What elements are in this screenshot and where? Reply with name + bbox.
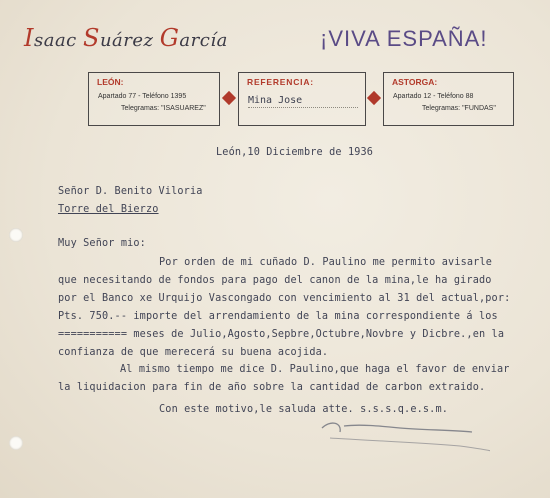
- leon-telegram-line: Telegramas: "ISASUAREZ": [121, 105, 206, 112]
- reference-box: [238, 72, 366, 126]
- salutation: Muy Señor mio:: [58, 238, 146, 249]
- body-line: Pts. 750.-- importe del arrendamiento de la mina correspondiente á los: [58, 311, 498, 322]
- astorga-city-label: ASTORGA:: [392, 77, 438, 87]
- recipient-place: Torre del Bierzo: [58, 204, 159, 215]
- name-initial: I: [24, 24, 34, 52]
- name-initial: G: [159, 24, 180, 52]
- red-diamond-ornament: [367, 91, 381, 105]
- name-part: saac: [33, 30, 83, 51]
- leon-city-label: LEÓN:: [97, 77, 124, 87]
- closing-line: Con este motivo,le saluda atte. s.s.s.q.e.s.m.: [159, 404, 449, 415]
- name-part: arcía: [179, 30, 228, 51]
- name-part: uárez: [99, 30, 160, 51]
- reference-label: REFERENCIA:: [247, 77, 314, 87]
- body-line: confianza de que merecerá su buena acojida.: [58, 347, 329, 358]
- red-diamond-ornament: [222, 91, 236, 105]
- body-line: la liquidacion para fin de año sobre la cantidad de carbon extraido.: [58, 382, 486, 393]
- handwritten-signature: [300, 410, 490, 460]
- slogan: ¡VIVA ESPAÑA!: [320, 26, 488, 51]
- body-line: =========== meses de Julio,Agosto,Sepbre,Octubre,Novbre y Dicbre.,en la: [58, 329, 505, 340]
- reference-value: Mina Jose: [248, 95, 358, 108]
- body-line: que necesitando de fondos para pago del canon de la mina,le ha girado: [58, 275, 492, 286]
- punch-hole: [9, 228, 23, 242]
- leon-contact-box: [88, 72, 220, 126]
- astorga-telegram-line: Telegramas: "FUNDAS": [422, 105, 496, 112]
- astorga-phone-line: Apartado 12 - Teléfono 88: [393, 93, 474, 100]
- letterhead-name: [24, 24, 228, 52]
- leon-phone-line: Apartado 77 - Teléfono 1395: [98, 93, 187, 100]
- body-line: por el Banco xe Urquijo Vascongado con vencimiento al 31 del actual,por:: [58, 293, 511, 304]
- name-initial: S: [83, 24, 100, 52]
- recipient-name: Señor D. Benito Viloria: [58, 186, 203, 197]
- letter-date: León,10 Diciembre de 1936: [216, 147, 374, 158]
- punch-hole: [9, 436, 23, 450]
- astorga-contact-box: [383, 72, 514, 126]
- body-line: Al mismo tiempo me dice D. Paulino,que haga el favor de enviar: [120, 364, 510, 375]
- body-line: Por orden de mi cuñado D. Paulino me permito avisarle: [159, 257, 493, 268]
